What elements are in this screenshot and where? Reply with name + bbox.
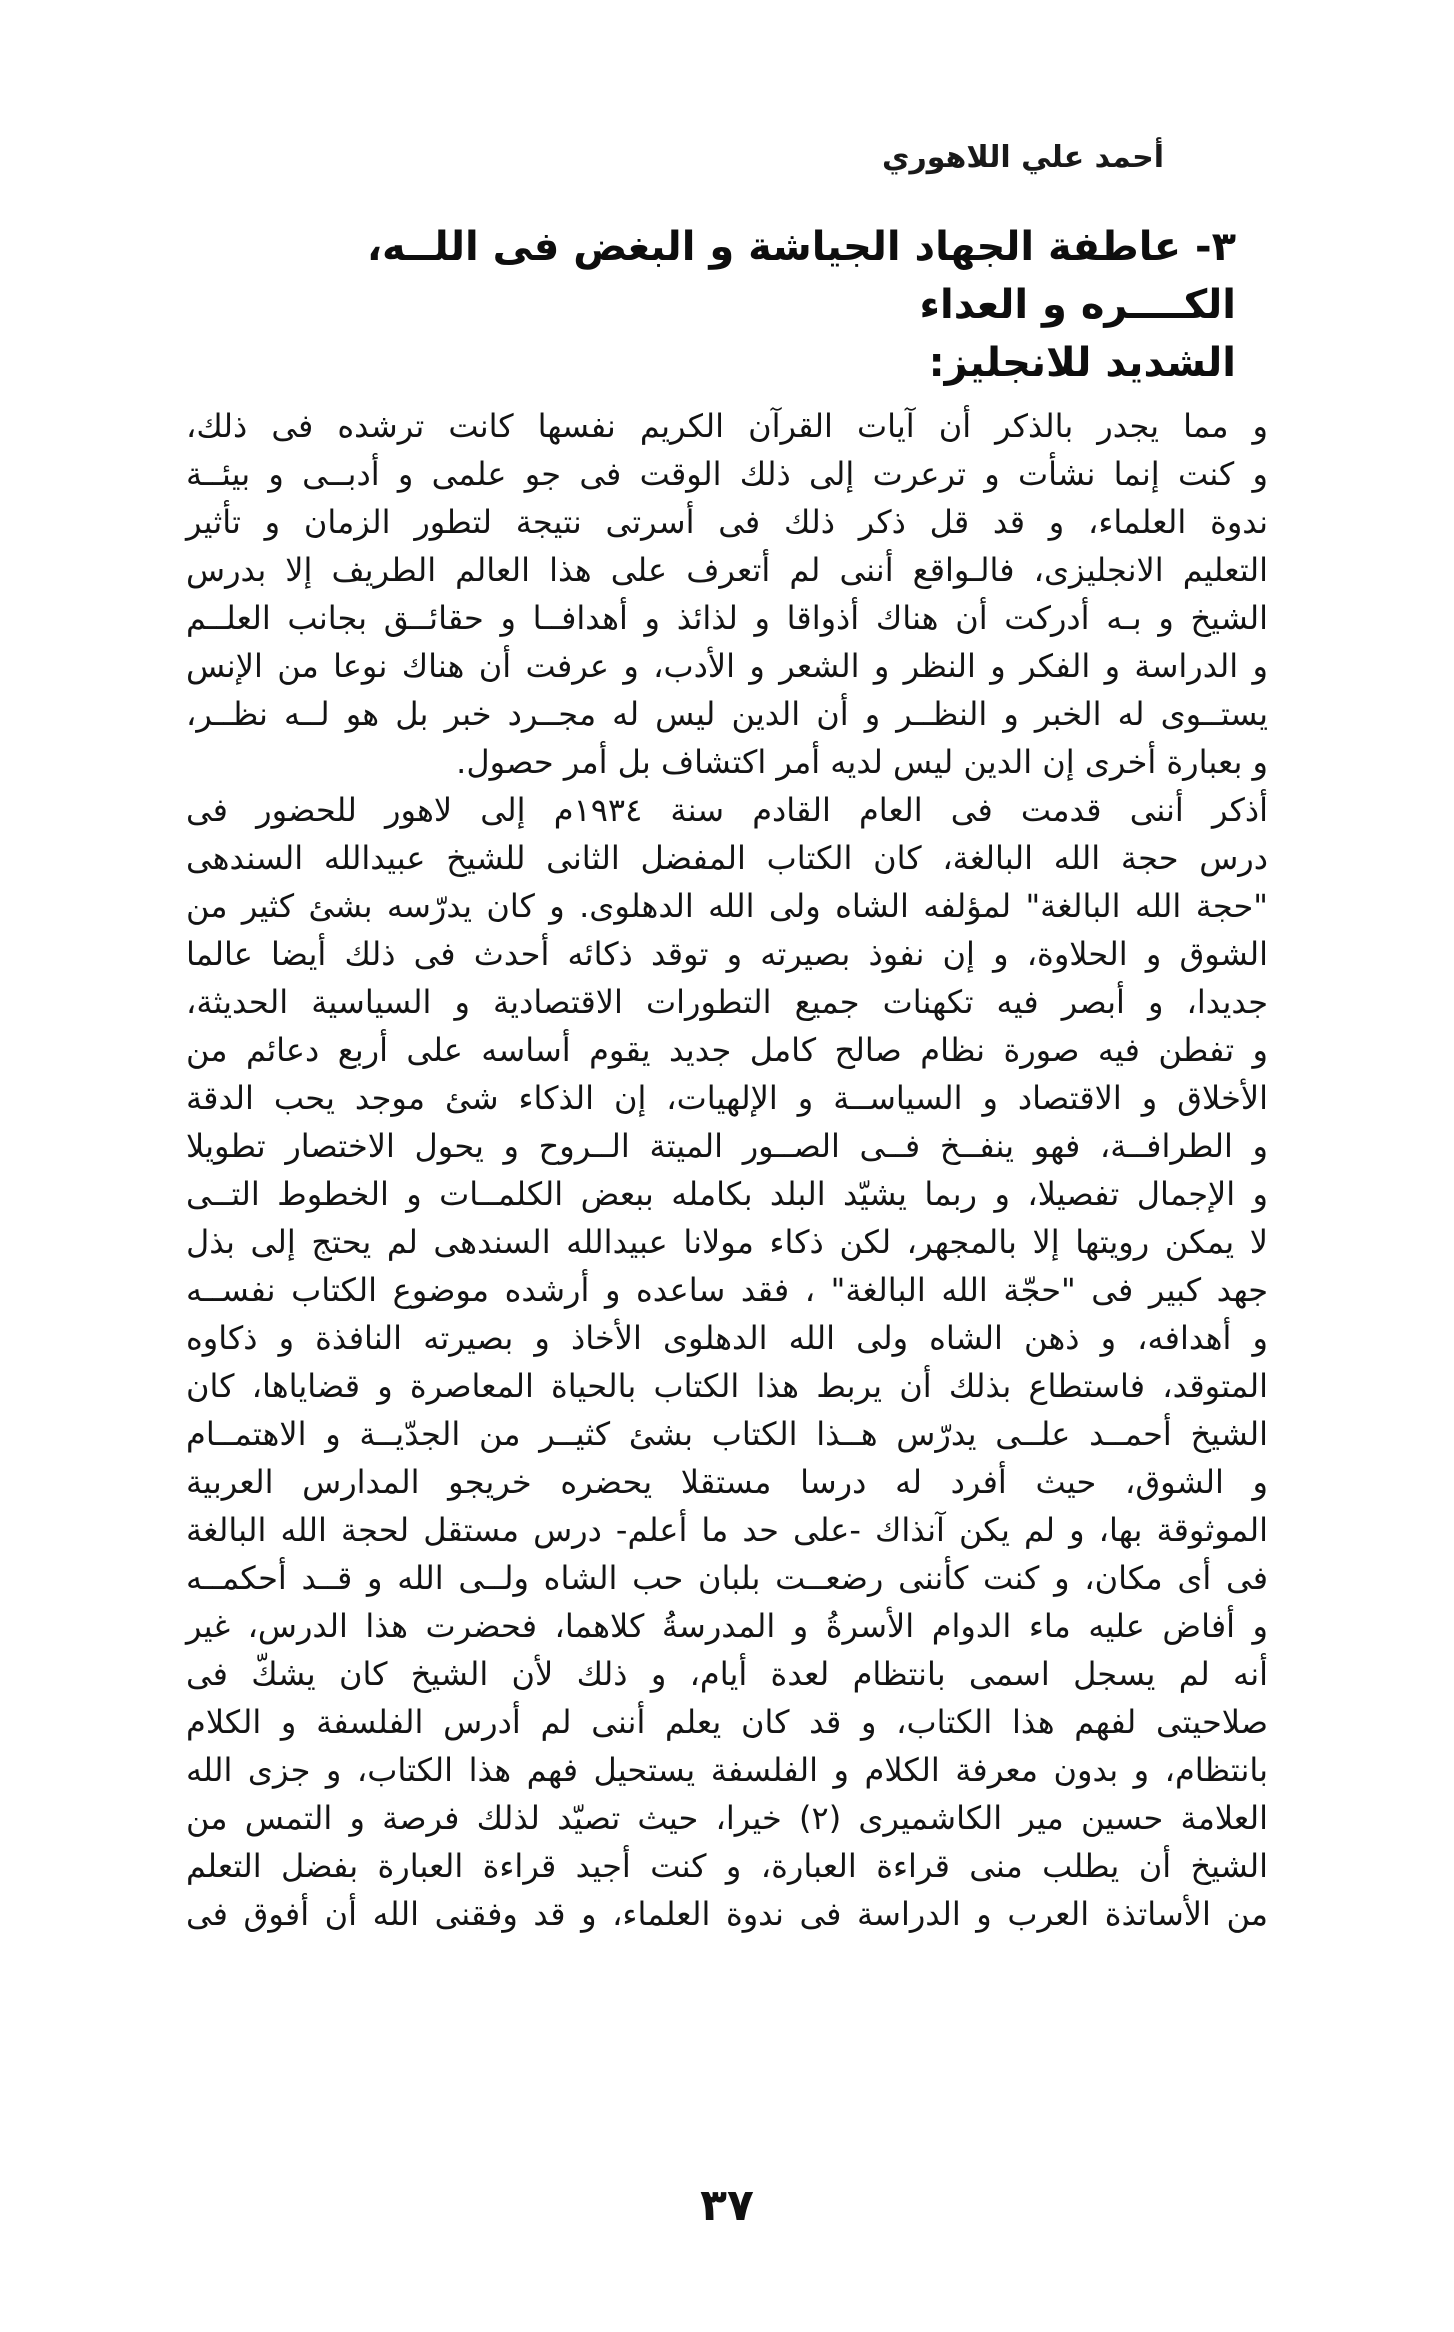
text-line: العلامة حسين مير الكاشميرى (٢) خيرا، حيث تصيّد لذلك فرصة و التمس من: [186, 1799, 1269, 1837]
section-heading-line-2: الشديد للانجليز:: [928, 340, 1236, 386]
text-line: الموثوقة بها، و لم يكن آنذاك -على حد ما أعلم- درس مستقل لحجة الله البالغة: [186, 1511, 1268, 1549]
text-line: و الإجمال تفصيلا، و ربما يشيّد البلد بكامله ببعض الكلمــات و الخطوط التــى: [186, 1175, 1268, 1213]
page-number: ٣٧: [700, 2180, 754, 2231]
text-line: و كنت إنما نشأت و ترعرت إلى ذلك الوقت فى جو علمى و أدبــى و بيئــة: [186, 455, 1268, 493]
text-line: و أفاض عليه ماء الدوام الأسرةُ و المدرسةُ كلاهما، فحضرت هذا الدرس، غير: [186, 1607, 1268, 1645]
running-header-author: أحمد علي اللاهوري: [881, 140, 1164, 175]
text-line: و الشوق، حيث أفرد له درسا مستقلا يحضره خريجو المدارس العربية: [186, 1463, 1268, 1501]
text-line: درس حجة الله البالغة، كان الكتاب المفضل الثانى للشيخ عبيدالله السندهى: [186, 839, 1268, 877]
body-text: [186, 402, 1268, 1938]
text-line: "حجة الله البالغة" لمؤلفه الشاه ولى الله الدهلوى. و كان يدرّسه بشئ كثير من: [186, 887, 1268, 925]
text-line: الشيخ أحمــد علــى يدرّس هــذا الكتاب بشئ كثيــر من الجدّيــة و الاهتمــام: [186, 1415, 1268, 1453]
text-line: جديدا، و أبصر فيه تكهنات جميع التطورات الاقتصادية و السياسية الحديثة،: [186, 983, 1268, 1021]
text-line: و الطرافــة، فهو ينفــخ فــى الصــور الميتة الــروح و يحول الاختصار تطويلا: [186, 1127, 1268, 1165]
text-line: و الدراسة و الفكر و النظر و الشعر و الأدب، و عرفت أن هناك نوعا من الإنس: [186, 647, 1268, 685]
text-line: و تفطن فيه صورة نظام صالح كامل جديد يقوم أساسه على أربع دعائم من: [186, 1031, 1268, 1069]
section-heading-line-1: ٣- عاطفة الجهاد الجياشة و البغض فى اللــه، الكــــره و العداء: [366, 224, 1236, 328]
text-line: الشيخ و بـه أدركت أن هناك أذواقا و لذائذ و أهدافــا و حقائــق بجانب العلــم: [186, 599, 1268, 637]
text-line: يستــوى له الخبر و النظــر و أن الدين ليس له مجــرد خبر بل هو لــه نظــر،: [186, 695, 1268, 733]
section-heading: [226, 218, 1236, 392]
text-line: الشوق و الحلاوة، و إن نفوذ بصيرته و توقد ذكائه أحدث فى ذلك أيضا عالما: [186, 935, 1268, 973]
text-line: بانتظام، و بدون معرفة الكلام و الفلسفة يستحيل فهم هذا الكتاب، و جزى الله: [186, 1751, 1268, 1789]
text-line: أنه لم يسجل اسمى بانتظام لعدة أيام، و ذلك لأن الشيخ كان يشكّ فى: [186, 1655, 1268, 1693]
text-line: أذكر أننى قدمت فى العام القادم سنة ١٩٣٤م إلى لاهور للحضور فى: [186, 791, 1269, 829]
text-line: و مما يجدر بالذكر أن آيات القرآن الكريم نفسها كانت ترشده فى ذلك،: [186, 407, 1268, 445]
text-line: التعليم الانجليزى، فالـواقع أننى لم أتعرف على هذا العالم الطريف إلا بدرس: [186, 551, 1268, 589]
text-line: فى أى مكان، و كنت كأننى رضعــت بلبان حب الشاه ولــى الله و قــد أحكمــه: [186, 1559, 1268, 1597]
text-line: و بعبارة أخرى إن الدين ليس لديه أمر اكتشاف بل أمر حصول.: [456, 743, 1268, 781]
text-line: ندوة العلماء، و قد قل ذكر ذلك فى أسرتى نتيجة لتطور الزمان و تأثير: [186, 503, 1268, 541]
text-line: لا يمكن رويتها إلا بالمجهر، لكن ذكاء مولانا عبيدالله السندهى لم يحتج إلى بذل: [186, 1223, 1268, 1261]
text-line: المتوقد، فاستطاع بذلك أن يربط هذا الكتاب بالحياة المعاصرة و قضاياها، كان: [186, 1367, 1268, 1405]
text-line: الأخلاق و الاقتصاد و السياســة و الإلهيات، إن الذكاء شئ موجد يحب الدقة: [186, 1079, 1268, 1117]
text-line: و أهدافه، و ذهن الشاه ولى الله الدهلوى الأخاذ و بصيرته النافذة و ذكاوه: [186, 1319, 1268, 1357]
text-line: صلاحيتى لفهم هذا الكتاب، و قد كان يعلم أننى لم أدرس الفلسفة و الكلام: [186, 1703, 1268, 1741]
text-line: من الأساتذة العرب و الدراسة فى ندوة العلماء، و قد وفقنى الله أن أفوق فى: [186, 1895, 1268, 1933]
text-line: الشيخ أن يطلب منى قراءة العبارة، و كنت أجيد قراءة العبارة بفضل التعلم: [186, 1847, 1268, 1885]
text-line: جهد كبير فى "حجّة الله البالغة" ، فقد ساعده و أرشده موضوع الكتاب نفســه: [186, 1271, 1268, 1309]
